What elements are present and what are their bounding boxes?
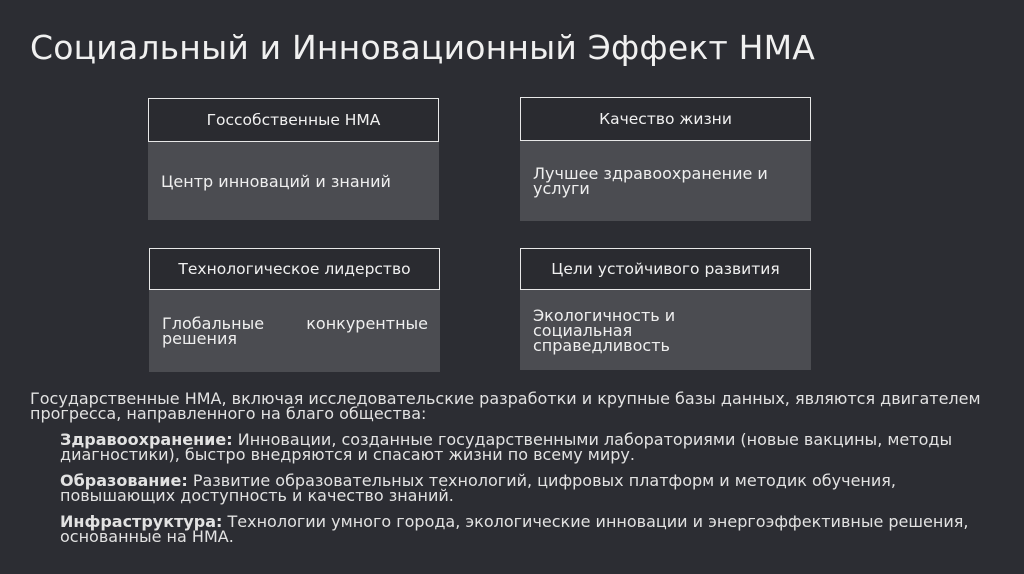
item-healthcare <box>30 430 990 464</box>
card-body <box>520 290 811 370</box>
item-term: Образование: <box>60 471 188 490</box>
card-quality-of-life <box>520 97 811 221</box>
card-header: Качество жизни <box>520 97 811 141</box>
card-body <box>520 141 811 221</box>
card-body-text: Экологичность и социальная справедливость <box>533 305 676 355</box>
card-tech-leadership <box>149 248 440 372</box>
intro-paragraph: Государственные НМА, включая исследовательские разработки и крупные базы данных, являются двигателем прогресса, направленного на благо общества: <box>30 389 981 423</box>
item-text: Инновации, созданные государственными лабораториями (новые вакцины, методы диагностики), быстро внедряются и спасают жизни по всему миру. <box>60 430 953 464</box>
item-term: Здравоохранение: <box>60 430 233 449</box>
card-body-text: Центр инноваций и знаний <box>161 171 391 191</box>
card-body <box>149 290 440 372</box>
card-header: Госсобственные НМА <box>148 98 439 142</box>
item-term: Инфраструктура: <box>60 512 223 531</box>
slide-title: Социальный и Инновационный Эффект НМА <box>30 28 816 68</box>
card-body <box>148 142 439 220</box>
item-text: Развитие образовательных технологий, цифровых платформ и методик обучения, повышающих доступность и качество знаний. <box>60 471 896 505</box>
card-body-text: Глобальные конкурентные решения <box>162 314 428 348</box>
item-text: Технологии умного города, экологические инновации и энергоэффективные решения, основанные на НМА. <box>60 512 969 546</box>
item-education <box>30 471 990 505</box>
card-sustainable-goals <box>520 248 811 370</box>
card-header: Цели устойчивого развития <box>520 248 811 290</box>
item-infrastructure <box>30 512 990 546</box>
description-block <box>30 389 990 546</box>
card-state-owned-ip <box>148 98 439 220</box>
card-body-text: Лучшее здравоохранение и услуги <box>533 164 768 198</box>
card-header: Технологическое лидерство <box>149 248 440 290</box>
